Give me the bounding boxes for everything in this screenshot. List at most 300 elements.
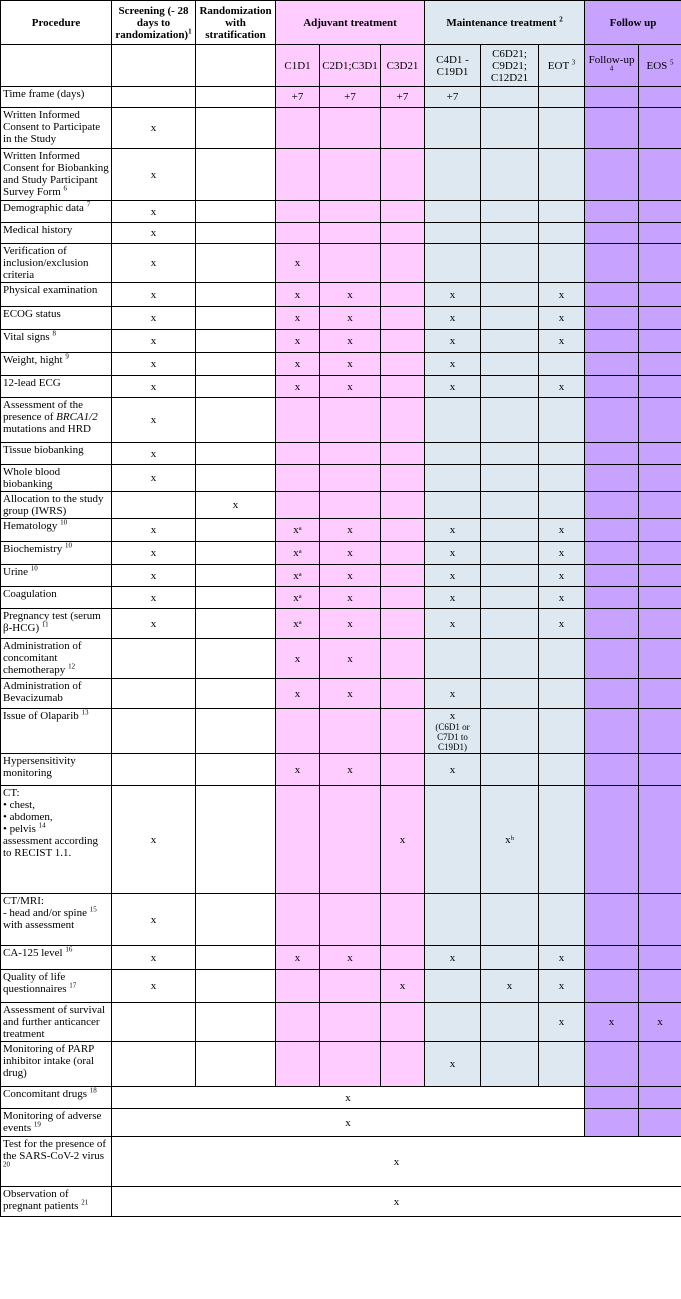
schedule-cell	[425, 1003, 481, 1042]
schedule-cell	[381, 376, 425, 398]
schedule-cell: x	[320, 754, 381, 786]
schedule-cell	[276, 223, 320, 244]
schedule-cell: x	[112, 330, 196, 353]
schedule-cell	[539, 353, 585, 376]
schedule-cell	[585, 519, 639, 542]
schedule-cell	[320, 149, 381, 201]
schedule-cell: x	[481, 970, 539, 1003]
timeframe-cell	[112, 87, 196, 108]
schedule-cell: x	[276, 353, 320, 376]
schedule-cell	[320, 201, 381, 223]
schedule-cell	[196, 639, 276, 679]
procedure-label: Written Informed Consent to Participate in the Study	[1, 108, 112, 149]
schedule-cell	[481, 1042, 539, 1087]
schedule-cell	[481, 283, 539, 307]
timeframe-cell	[539, 87, 585, 108]
timeframe-cell	[585, 87, 639, 108]
schedule-cell	[276, 149, 320, 201]
schedule-span-cell: x	[112, 1087, 585, 1109]
schedule-cell	[585, 108, 639, 149]
subheader-empty	[112, 45, 196, 87]
schedule-cell: x	[320, 609, 381, 639]
schedule-cell	[196, 465, 276, 492]
schedule-cell: x	[112, 465, 196, 492]
schedule-cell	[320, 1042, 381, 1087]
table-row	[1, 609, 681, 639]
schedule-cell	[112, 492, 196, 519]
schedule-cell	[539, 1042, 585, 1087]
schedule-cell	[425, 492, 481, 519]
schedule-cell	[539, 465, 585, 492]
schedule-cell	[381, 330, 425, 353]
schedule-cell: x	[425, 307, 481, 330]
schedule-cell	[585, 709, 639, 754]
schedule-cell: x	[112, 587, 196, 609]
schedule-cell	[381, 244, 425, 283]
table-row	[1, 519, 681, 542]
schedule-cell	[481, 946, 539, 970]
schedule-cell	[639, 108, 681, 149]
schedule-cell	[276, 970, 320, 1003]
schedule-cell: x	[112, 609, 196, 639]
table-row	[1, 970, 681, 1003]
schedule-cell	[539, 201, 585, 223]
procedure-label: Coagulation	[1, 587, 112, 609]
schedule-cell	[196, 283, 276, 307]
table-row	[1, 565, 681, 587]
schedule-cell	[481, 223, 539, 244]
schedule-cell	[112, 679, 196, 709]
table-row	[1, 1003, 681, 1042]
schedule-cell	[481, 201, 539, 223]
schedule-cell	[481, 149, 539, 201]
procedure-label: Urine $^{10}$	[1, 565, 112, 587]
schedule-cell	[196, 1003, 276, 1042]
schedule-cell	[585, 1042, 639, 1087]
header-screening: Screening (- 28 days to randomization)$^1$	[112, 1, 196, 45]
schedule-cell: x	[112, 244, 196, 283]
timeframe-cell	[196, 87, 276, 108]
schedule-cell: x	[381, 786, 425, 894]
schedule-cell	[639, 353, 681, 376]
schedule-span-cell: x	[112, 1187, 681, 1217]
schedule-cell: xᵃ	[276, 609, 320, 639]
table-row	[1, 1087, 681, 1109]
schedule-cell	[381, 1042, 425, 1087]
table-row	[1, 1109, 681, 1137]
schedule-cell	[481, 376, 539, 398]
table-row	[1, 465, 681, 492]
schedule-cell	[639, 519, 681, 542]
schedule-cell	[381, 754, 425, 786]
schedule-cell	[196, 970, 276, 1003]
schedule-cell	[196, 587, 276, 609]
schedule-cell	[381, 565, 425, 587]
schedule-cell: xᵃ	[276, 565, 320, 587]
schedule-cell	[585, 149, 639, 201]
schedule-cell	[196, 353, 276, 376]
schedule-cell	[112, 1042, 196, 1087]
table-row	[1, 1187, 681, 1217]
schedule-cell	[539, 108, 585, 149]
schedule-cell	[381, 609, 425, 639]
schedule-cell	[320, 398, 381, 443]
schedule-cell: x	[112, 283, 196, 307]
schedule-cell	[320, 786, 381, 894]
schedule-span-cell: x	[112, 1137, 681, 1187]
schedule-cell: x	[539, 587, 585, 609]
schedule-cell: xᵃ	[276, 542, 320, 565]
schedule-cell	[539, 786, 585, 894]
schedule-cell: x	[425, 679, 481, 709]
schedule-cell	[381, 223, 425, 244]
schedule-cell: x	[276, 244, 320, 283]
schedule-cell: x	[585, 1003, 639, 1042]
subheader-empty	[196, 45, 276, 87]
schedule-cell	[639, 492, 681, 519]
schedule-cell	[381, 283, 425, 307]
subheader-eos: EOS $^5$	[639, 45, 681, 87]
procedure-label: Vital signs $^8$	[1, 330, 112, 353]
schedule-cell: x	[112, 398, 196, 443]
procedure-label: ECOG status	[1, 307, 112, 330]
schedule-cell	[539, 679, 585, 709]
schedule-cell: x	[112, 443, 196, 465]
schedule-cell: x	[539, 542, 585, 565]
schedule-cell: x	[539, 330, 585, 353]
procedure-label: Monitoring of PARP inhibitor intake (oral drug)	[1, 1042, 112, 1087]
procedure-label: Verification of inclusion/exclusion criteria	[1, 244, 112, 283]
schedule-cell	[381, 709, 425, 754]
schedule-cell	[585, 244, 639, 283]
schedule-cell	[276, 1003, 320, 1042]
timeframe-c4d1: +7	[425, 87, 481, 108]
schedule-cell	[276, 492, 320, 519]
procedure-label: Medical history	[1, 223, 112, 244]
schedule-cell: x	[112, 108, 196, 149]
schedule-cell	[381, 398, 425, 443]
schedule-cell	[196, 609, 276, 639]
schedule-cell	[585, 443, 639, 465]
schedule-cell	[481, 1003, 539, 1042]
schedule-cell	[481, 307, 539, 330]
schedule-cell: xᵃ	[276, 519, 320, 542]
schedule-cell: x	[320, 542, 381, 565]
schedule-cell	[481, 465, 539, 492]
schedule-cell	[276, 786, 320, 894]
schedule-cell	[381, 519, 425, 542]
procedure-label: Tissue biobanking	[1, 443, 112, 465]
schedule-cell	[639, 1109, 681, 1137]
schedule-cell	[639, 376, 681, 398]
schedule-cell	[585, 587, 639, 609]
schedule-cell	[639, 894, 681, 946]
schedule-cell: x	[425, 353, 481, 376]
schedule-cell	[585, 609, 639, 639]
procedure-label: Concomitant drugs $^{18}$	[1, 1087, 112, 1109]
schedule-cell: x	[425, 330, 481, 353]
procedure-label: Written Informed Consent for Biobanking and Study Participant Survey Form $^6$	[1, 149, 112, 201]
schedule-cell: x	[320, 376, 381, 398]
schedule-cell	[112, 709, 196, 754]
schedule-cell	[381, 307, 425, 330]
schedule-cell	[196, 709, 276, 754]
schedule-cell	[585, 754, 639, 786]
schedule-cell	[320, 970, 381, 1003]
schedule-cell	[196, 108, 276, 149]
procedure-label: CA-125 level $^{16}$	[1, 946, 112, 970]
schedule-cell	[276, 894, 320, 946]
schedule-cell: x	[112, 894, 196, 946]
schedule-cell	[320, 465, 381, 492]
procedure-label: Observation of pregnant patients $^{21}$	[1, 1187, 112, 1217]
schedule-cell: x	[425, 283, 481, 307]
schedule-cell	[320, 244, 381, 283]
schedule-cell	[639, 1087, 681, 1109]
procedure-label: Pregnancy test (serum β-HCG) $^{11}$	[1, 609, 112, 639]
subheader-c3d21: C3D21	[381, 45, 425, 87]
procedure-label: CT: • chest, • abdomen, • pelvis $^{14}$ assessment according to RECIST 1.1.	[1, 786, 112, 894]
schedule-cell: x	[425, 609, 481, 639]
schedule-cell	[585, 398, 639, 443]
table-row	[1, 1042, 681, 1087]
procedure-label: Quality of life questionnaires $^{17}$	[1, 970, 112, 1003]
schedule-span-cell: x	[112, 1109, 585, 1137]
schedule-cell	[381, 149, 425, 201]
timeframe-c2d1c3d1: +7	[320, 87, 381, 108]
schedule-cell	[381, 639, 425, 679]
procedure-label: Administration of concomitant chemotherapy $^{12}$	[1, 639, 112, 679]
table-row	[1, 244, 681, 283]
schedule-cell	[639, 609, 681, 639]
schedule-cell	[639, 786, 681, 894]
schedule-cell	[196, 754, 276, 786]
schedule-cell	[276, 465, 320, 492]
schedule-cell	[639, 398, 681, 443]
procedure-label: Test for the presence of the SARS-CoV-2 virus $^{20}$	[1, 1137, 112, 1187]
schedule-cell: x	[112, 946, 196, 970]
schedule-cell: x	[539, 609, 585, 639]
schedule-cell	[539, 223, 585, 244]
table-row	[1, 492, 681, 519]
schedule-cell: x	[539, 970, 585, 1003]
schedule-cell	[276, 443, 320, 465]
schedule-cell: x	[276, 283, 320, 307]
schedule-cell	[481, 519, 539, 542]
schedule-cell	[639, 283, 681, 307]
schedule-cell	[639, 465, 681, 492]
schedule-cell	[585, 1109, 639, 1137]
procedure-label: Weight, hight $^9$	[1, 353, 112, 376]
schedule-cell: x	[276, 376, 320, 398]
schedule-cell	[425, 894, 481, 946]
schedule-cell	[425, 970, 481, 1003]
header-procedure: Procedure	[1, 1, 112, 45]
procedure-label: 12-lead ECG	[1, 376, 112, 398]
schedule-cell: x	[539, 519, 585, 542]
schedule-cell	[196, 201, 276, 223]
schedule-cell: x	[320, 946, 381, 970]
schedule-cell	[425, 639, 481, 679]
schedule-cell	[196, 149, 276, 201]
table-row	[1, 307, 681, 330]
schedule-cell	[539, 639, 585, 679]
table-row	[1, 108, 681, 149]
procedure-label: CT/MRI: - head and/or spine $^{15}$ with assessment	[1, 894, 112, 946]
schedule-cell	[381, 1003, 425, 1042]
schedule-cell: x	[381, 970, 425, 1003]
schedule-cell: x	[425, 754, 481, 786]
schedule-cell	[381, 108, 425, 149]
procedure-label: Assessment of survival and further anticancer treatment	[1, 1003, 112, 1042]
subheader-c4d1: C4D1 - C19D1	[425, 45, 481, 87]
schedule-cell	[196, 565, 276, 587]
schedule-cell	[481, 398, 539, 443]
schedule-cell: x	[196, 492, 276, 519]
subheader-c2d1c3d1: C2D1;C3D1	[320, 45, 381, 87]
schedule-cell	[320, 223, 381, 244]
schedule-cell	[481, 443, 539, 465]
subheader-followup: Follow-up $^4$	[585, 45, 639, 87]
schedule-cell	[196, 1042, 276, 1087]
schedule-cell	[585, 565, 639, 587]
schedule-cell	[481, 108, 539, 149]
schedule-cell	[425, 786, 481, 894]
table-row	[1, 330, 681, 353]
subheader-empty	[1, 45, 112, 87]
timeframe-label: Time frame (days)	[1, 87, 112, 108]
procedure-label: Whole blood biobanking	[1, 465, 112, 492]
schedule-cell: x	[276, 946, 320, 970]
schedule-cell	[639, 709, 681, 754]
schedule-cell: x	[112, 307, 196, 330]
table-row	[1, 786, 681, 894]
schedule-cell: x	[320, 353, 381, 376]
procedure-label: Allocation to the study group (IWRS)	[1, 492, 112, 519]
schedule-cell	[585, 492, 639, 519]
schedule-cell	[585, 946, 639, 970]
schedule-cell	[276, 201, 320, 223]
schedule-cell: x	[639, 1003, 681, 1042]
schedule-cell: x	[425, 1042, 481, 1087]
procedure-label: Administration of Bevacizumab	[1, 679, 112, 709]
table-row	[1, 542, 681, 565]
schedule-cell: x	[112, 201, 196, 223]
schedule-cell	[539, 149, 585, 201]
schedule-cell: x	[112, 519, 196, 542]
schedule-cell	[112, 754, 196, 786]
schedule-cell: x	[112, 565, 196, 587]
schedule-cell	[425, 149, 481, 201]
schedule-cell: x	[539, 307, 585, 330]
procedure-label: Demographic data $^7$	[1, 201, 112, 223]
table-row	[1, 754, 681, 786]
schedule-cell	[585, 1087, 639, 1109]
table-row	[1, 398, 681, 443]
subheader-c1d1: C1D1	[276, 45, 320, 87]
schedule-cell: xᵇ	[481, 786, 539, 894]
schedule-cell	[196, 679, 276, 709]
schedule-cell	[320, 492, 381, 519]
schedule-cell	[585, 307, 639, 330]
schedule-cell: x	[539, 946, 585, 970]
procedure-label: Assessment of the presence of BRCA1/2 mutations and HRD	[1, 398, 112, 443]
schedule-cell: x	[539, 565, 585, 587]
procedure-label: Monitoring of adverse events $^{19}$	[1, 1109, 112, 1137]
table-row	[1, 353, 681, 376]
schedule-cell: x	[112, 786, 196, 894]
schedule-cell	[320, 108, 381, 149]
procedure-label: Hypersensitivity monitoring	[1, 754, 112, 786]
schedule-cell: x	[425, 946, 481, 970]
schedule-cell	[425, 244, 481, 283]
schedule-cell: x	[276, 330, 320, 353]
schedule-cell	[481, 894, 539, 946]
schedule-cell	[320, 443, 381, 465]
schedule-cell	[539, 492, 585, 519]
table-row	[1, 376, 681, 398]
schedule-cell: x	[112, 542, 196, 565]
schedule-cell	[481, 492, 539, 519]
schedule-cell	[539, 244, 585, 283]
schedule-cell	[425, 223, 481, 244]
schedule-cell	[276, 398, 320, 443]
subheader-c6d21: C6D21; C9D21; C12D21	[481, 45, 539, 87]
schedule-cell	[112, 1003, 196, 1042]
schedule-cell: x	[539, 376, 585, 398]
schedule-cell	[425, 108, 481, 149]
schedule-cell	[425, 398, 481, 443]
schedule-cell: x	[320, 639, 381, 679]
schedule-cell	[539, 443, 585, 465]
schedule-cell	[539, 709, 585, 754]
header-followup: Follow up	[585, 1, 681, 45]
schedule-body	[1, 108, 681, 1217]
schedule-cell	[585, 283, 639, 307]
procedure-label: Hematology $^{10}$	[1, 519, 112, 542]
schedule-cell: x	[539, 283, 585, 307]
schedule-cell: x	[112, 223, 196, 244]
schedule-cell	[481, 565, 539, 587]
schedule-cell: x	[425, 519, 481, 542]
schedule-cell	[481, 244, 539, 283]
schedule-cell	[585, 201, 639, 223]
table-row	[1, 201, 681, 223]
schedule-cell	[196, 894, 276, 946]
timeframe-c1d1: +7	[276, 87, 320, 108]
schedule-cell	[585, 465, 639, 492]
header-maintenance: Maintenance treatment $^2$	[425, 1, 585, 45]
table-row	[1, 283, 681, 307]
table-row	[1, 946, 681, 970]
schedule-cell	[196, 519, 276, 542]
schedule-cell: x	[320, 283, 381, 307]
schedule-cell	[320, 1003, 381, 1042]
schedule-cell	[585, 970, 639, 1003]
schedule-cell: x	[425, 565, 481, 587]
schedule-cell	[196, 542, 276, 565]
schedule-cell	[196, 244, 276, 283]
schedule-cell: x	[320, 307, 381, 330]
schedule-cell	[585, 639, 639, 679]
schedule-cell: x	[539, 1003, 585, 1042]
schedule-cell	[320, 709, 381, 754]
schedule-cell	[585, 786, 639, 894]
schedule-cell	[425, 443, 481, 465]
schedule-cell: x	[112, 376, 196, 398]
schedule-cell	[196, 443, 276, 465]
schedule-cell	[481, 679, 539, 709]
